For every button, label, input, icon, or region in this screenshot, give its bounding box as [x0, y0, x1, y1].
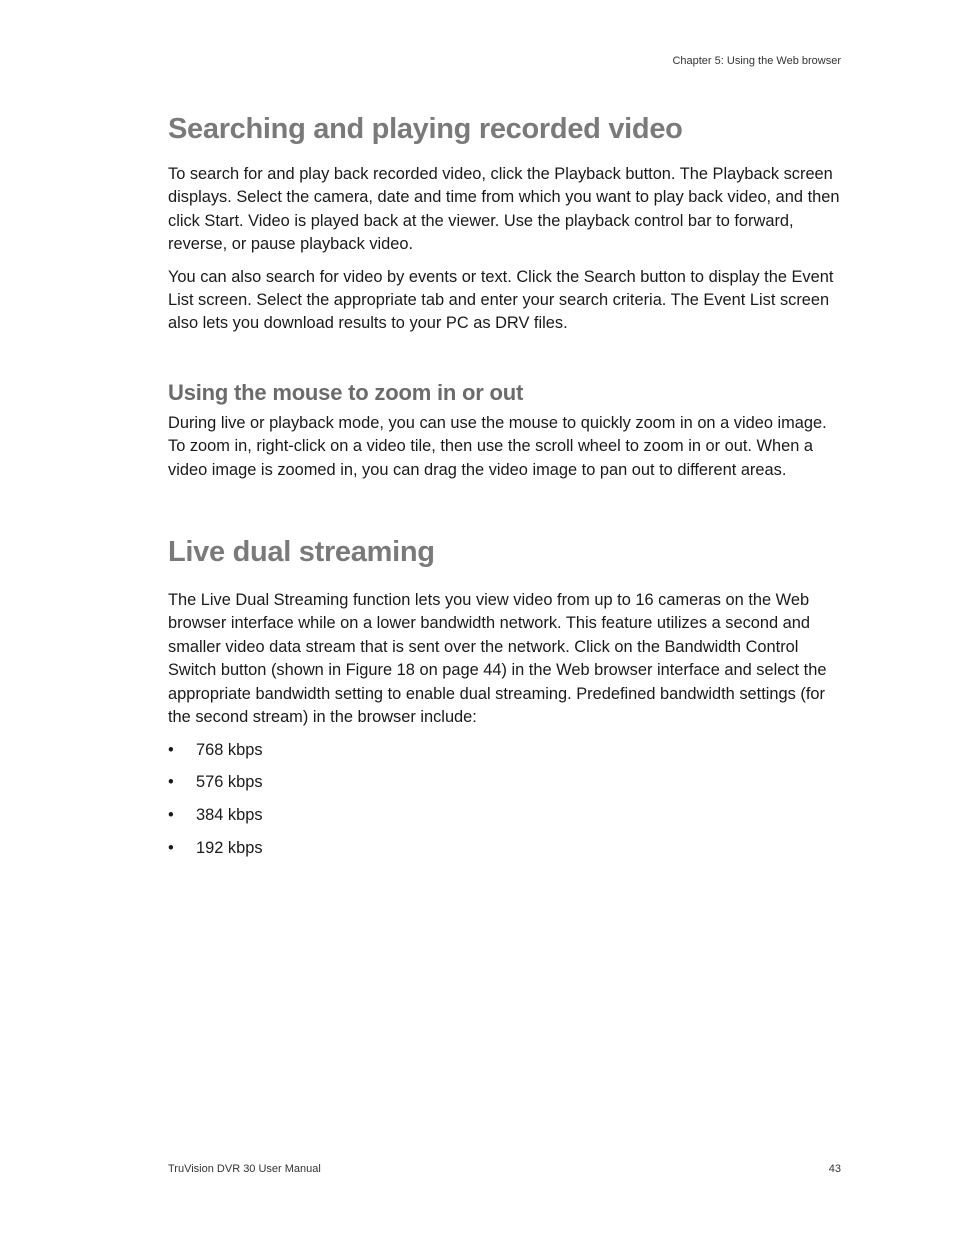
- list-item: [168, 804, 844, 827]
- bullet-icon: •: [168, 805, 174, 824]
- paragraph-dual-streaming: The Live Dual Streaming function lets you view video from up to 16 cameras on the Web browser interface while on a lower bandwidth network. This feature utilizes a second and smaller video data stream that is sent over the network. Click on the Bandwidth Control Switch button (shown in Figure 18 on page 44) in the Web browser interface and select the appropriate bandwidth setting to enable dual streaming. Predefined bandwidth settings (for the second stream) in the browser include:: [168, 591, 827, 727]
- bullet-icon: •: [168, 740, 174, 759]
- list-item: [168, 771, 844, 794]
- section-title-searching-playing: Searching and playing recorded video: [168, 113, 683, 145]
- subsection-title-zoom: Using the mouse to zoom in or out: [168, 379, 524, 405]
- list-item: [168, 837, 844, 860]
- paragraph-search-events: You can also search for video by events or text. Click the Search button to display the Event List screen. Select the appropriate tab and enter your search criteria. The Event List screen also lets you download results to your PC as DRV files.: [168, 267, 834, 333]
- running-header: Chapter 5: Using the Web browser: [672, 55, 841, 67]
- footer-manual-title: TruVision DVR 30 User Manual: [168, 1163, 321, 1175]
- bullet-icon: •: [168, 838, 174, 857]
- list-item-text: 384 kbps: [196, 805, 263, 824]
- footer-page-number: 43: [828, 1163, 841, 1175]
- list-item-text: 576 kbps: [196, 773, 263, 792]
- list-item: [168, 739, 844, 762]
- list-item-text: 192 kbps: [196, 838, 263, 857]
- paragraph-playback: To search for and play back recorded video, click the Playback button. The Playback screen displays. Select the camera, date and time from which you want to play back video, and then click Start. Video is played back at the viewer. Use the playback control bar to forward, reverse, or pause playback video.: [168, 165, 840, 254]
- bandwidth-list: [168, 739, 844, 861]
- list-item-text: 768 kbps: [196, 740, 263, 759]
- paragraph-zoom: During live or playback mode, you can use the mouse to quickly zoom in on a video image. To zoom in, right-click on a video tile, then use the scroll wheel to zoom in or out. When a video image is zoomed in, you can drag the video image to pan out to different areas.: [168, 413, 827, 479]
- page-content: [168, 108, 844, 869]
- bullet-icon: •: [168, 773, 174, 792]
- section-title-live-dual-streaming: Live dual streaming: [168, 536, 435, 569]
